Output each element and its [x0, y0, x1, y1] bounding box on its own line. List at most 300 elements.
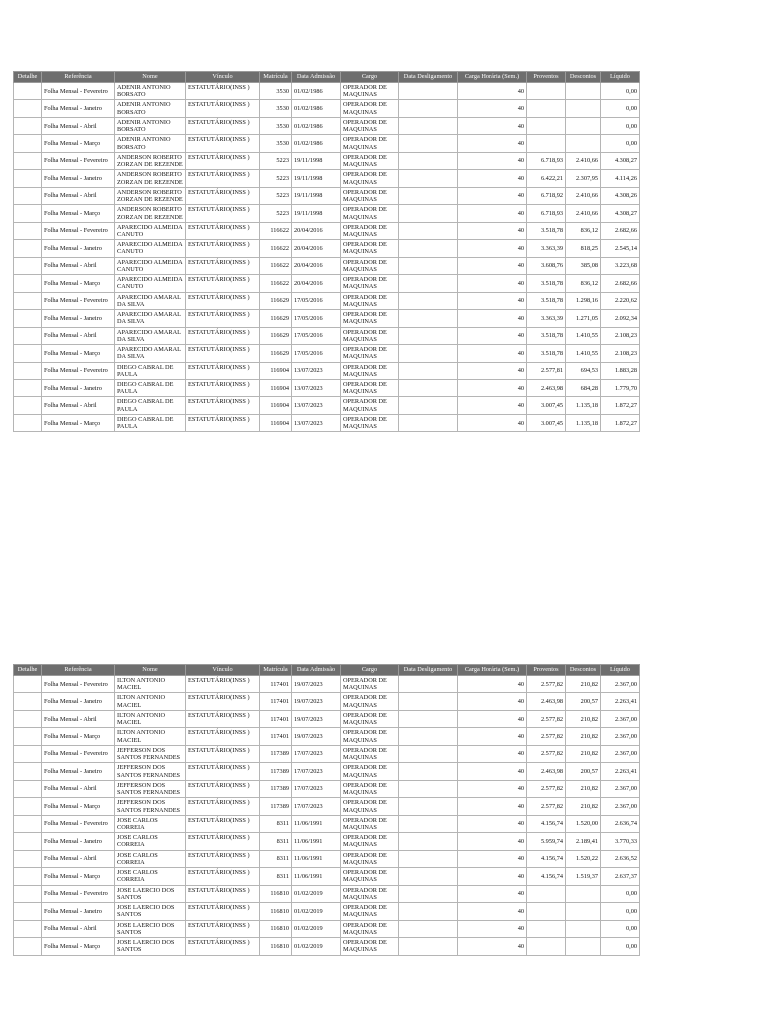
cell-matricula: 116629 — [260, 327, 292, 344]
cell-desligamento — [399, 135, 458, 152]
cell-detalhe — [14, 117, 42, 134]
column-header-descontos: Descontos — [566, 665, 601, 676]
cell-proventos: 2.577,82 — [527, 676, 566, 693]
cell-admissao: 17/05/2016 — [292, 327, 341, 344]
cell-cargo: OPERADOR DE MAQUINAS — [341, 327, 399, 344]
cell-matricula: 116629 — [260, 310, 292, 327]
cell-nome: ANDERSON ROBERTO ZORZAN DE REZENDE — [115, 187, 186, 204]
cell-ref: Folha Mensal - Fevereiro — [42, 815, 115, 832]
cell-cargo: OPERADOR DE MAQUINAS — [341, 885, 399, 902]
cell-desligamento — [399, 275, 458, 292]
payroll-table-1 — [13, 71, 640, 432]
cell-nome: APARECIDO AMARAL DA SILVA — [115, 345, 186, 362]
cell-carga: 40 — [458, 780, 527, 797]
cell-carga: 40 — [458, 833, 527, 850]
cell-cargo: OPERADOR DE MAQUINAS — [341, 345, 399, 362]
column-header-cargo: Cargo — [341, 72, 399, 83]
cell-cargo: OPERADOR DE MAQUINAS — [341, 117, 399, 134]
cell-desligamento — [399, 327, 458, 344]
cell-admissao: 01/02/1986 — [292, 100, 341, 117]
cell-cargo: OPERADOR DE MAQUINAS — [341, 135, 399, 152]
cell-proventos — [527, 903, 566, 920]
cell-liquido: 0,00 — [601, 903, 640, 920]
cell-detalhe — [14, 815, 42, 832]
cell-matricula: 5223 — [260, 152, 292, 169]
cell-ref: Folha Mensal - Fevereiro — [42, 745, 115, 762]
cell-vinculo: ESTATUTÁRIO(INSS ) — [186, 187, 260, 204]
cell-descontos: 836,12 — [566, 222, 601, 239]
cell-detalhe — [14, 728, 42, 745]
table-row — [14, 117, 640, 134]
cell-descontos — [566, 135, 601, 152]
cell-proventos: 6.422,21 — [527, 170, 566, 187]
cell-cargo: OPERADOR DE MAQUINAS — [341, 710, 399, 727]
cell-liquido: 2.367,00 — [601, 780, 640, 797]
cell-nome: APARECIDO ALMEIDA CANUTO — [115, 275, 186, 292]
cell-proventos: 3.518,78 — [527, 327, 566, 344]
cell-matricula: 116629 — [260, 292, 292, 309]
cell-admissao: 13/07/2023 — [292, 397, 341, 414]
cell-liquido: 0,00 — [601, 83, 640, 100]
cell-matricula: 117389 — [260, 763, 292, 780]
cell-desligamento — [399, 745, 458, 762]
cell-detalhe — [14, 885, 42, 902]
cell-carga: 40 — [458, 83, 527, 100]
cell-admissao: 11/06/1991 — [292, 833, 341, 850]
cell-matricula: 117389 — [260, 745, 292, 762]
table-row — [14, 710, 640, 727]
cell-matricula: 116904 — [260, 362, 292, 379]
cell-ref: Folha Mensal - Março — [42, 414, 115, 431]
cell-nome: JOSE CARLOS CORREIA — [115, 815, 186, 832]
cell-descontos — [566, 885, 601, 902]
cell-matricula: 117401 — [260, 693, 292, 710]
cell-admissao: 01/02/2019 — [292, 938, 341, 955]
cell-descontos: 1.520,22 — [566, 850, 601, 867]
cell-admissao: 19/11/1998 — [292, 187, 341, 204]
cell-carga: 40 — [458, 868, 527, 885]
table-row — [14, 345, 640, 362]
cell-carga: 40 — [458, 205, 527, 222]
column-header-nome: Nome — [115, 72, 186, 83]
cell-nome: APARECIDO AMARAL DA SILVA — [115, 310, 186, 327]
cell-cargo: OPERADOR DE MAQUINAS — [341, 938, 399, 955]
table-row — [14, 798, 640, 815]
cell-vinculo: ESTATUTÁRIO(INSS ) — [186, 815, 260, 832]
table-row — [14, 362, 640, 379]
cell-matricula: 5223 — [260, 170, 292, 187]
cell-carga: 40 — [458, 117, 527, 134]
table-row — [14, 745, 640, 762]
cell-cargo: OPERADOR DE MAQUINAS — [341, 205, 399, 222]
cell-carga: 40 — [458, 135, 527, 152]
cell-carga: 40 — [458, 100, 527, 117]
cell-admissao: 17/05/2016 — [292, 310, 341, 327]
cell-desligamento — [399, 833, 458, 850]
cell-descontos — [566, 903, 601, 920]
cell-desligamento — [399, 83, 458, 100]
cell-proventos — [527, 885, 566, 902]
cell-vinculo: ESTATUTÁRIO(INSS ) — [186, 222, 260, 239]
cell-liquido: 4.308,27 — [601, 152, 640, 169]
cell-carga: 40 — [458, 710, 527, 727]
cell-admissao: 17/05/2016 — [292, 292, 341, 309]
cell-descontos: 200,57 — [566, 763, 601, 780]
table-row — [14, 833, 640, 850]
payroll-table-2 — [13, 664, 640, 956]
cell-detalhe — [14, 205, 42, 222]
cell-matricula: 8311 — [260, 868, 292, 885]
cell-matricula: 116810 — [260, 920, 292, 937]
cell-detalhe — [14, 240, 42, 257]
column-header-carga: Carga Horária (Sem.) — [458, 72, 527, 83]
cell-desligamento — [399, 903, 458, 920]
cell-descontos: 210,82 — [566, 728, 601, 745]
table-row — [14, 379, 640, 396]
cell-carga: 40 — [458, 327, 527, 344]
column-header-proventos: Proventos — [527, 665, 566, 676]
cell-admissao: 19/11/1998 — [292, 152, 341, 169]
cell-admissao: 01/02/1986 — [292, 117, 341, 134]
table-row — [14, 275, 640, 292]
cell-desligamento — [399, 345, 458, 362]
cell-nome: JOSE LAERCIO DOS SANTOS — [115, 938, 186, 955]
table-row — [14, 135, 640, 152]
cell-desligamento — [399, 362, 458, 379]
cell-desligamento — [399, 728, 458, 745]
cell-nome: JOSE LAERCIO DOS SANTOS — [115, 885, 186, 902]
cell-descontos: 1.135,18 — [566, 397, 601, 414]
cell-vinculo: ESTATUTÁRIO(INSS ) — [186, 780, 260, 797]
cell-carga: 40 — [458, 763, 527, 780]
cell-ref: Folha Mensal - Janeiro — [42, 170, 115, 187]
cell-desligamento — [399, 763, 458, 780]
cell-vinculo: ESTATUTÁRIO(INSS ) — [186, 257, 260, 274]
cell-nome: ANDERSON ROBERTO ZORZAN DE REZENDE — [115, 152, 186, 169]
cell-nome: DIEGO CABRAL DE PAULA — [115, 362, 186, 379]
cell-desligamento — [399, 240, 458, 257]
cell-vinculo: ESTATUTÁRIO(INSS ) — [186, 362, 260, 379]
cell-cargo: OPERADOR DE MAQUINAS — [341, 379, 399, 396]
cell-liquido: 2.367,00 — [601, 745, 640, 762]
cell-nome: APARECIDO AMARAL DA SILVA — [115, 327, 186, 344]
cell-vinculo: ESTATUTÁRIO(INSS ) — [186, 885, 260, 902]
cell-desligamento — [399, 205, 458, 222]
cell-proventos: 2.463,98 — [527, 379, 566, 396]
cell-descontos: 210,82 — [566, 710, 601, 727]
cell-proventos: 4.156,74 — [527, 815, 566, 832]
cell-matricula: 116622 — [260, 257, 292, 274]
table-row — [14, 815, 640, 832]
cell-nome: ILTON ANTONIO MACIEL — [115, 728, 186, 745]
cell-matricula: 116904 — [260, 397, 292, 414]
cell-carga: 40 — [458, 676, 527, 693]
cell-matricula: 8311 — [260, 833, 292, 850]
cell-ref: Folha Mensal - Fevereiro — [42, 152, 115, 169]
cell-admissao: 11/06/1991 — [292, 868, 341, 885]
cell-liquido: 2.263,41 — [601, 693, 640, 710]
cell-nome: JEFFERSON DOS SANTOS FERNANDES — [115, 798, 186, 815]
cell-carga: 40 — [458, 275, 527, 292]
table-body — [14, 83, 640, 432]
cell-ref: Folha Mensal - Janeiro — [42, 379, 115, 396]
cell-liquido: 2.636,74 — [601, 815, 640, 832]
cell-vinculo: ESTATUTÁRIO(INSS ) — [186, 240, 260, 257]
cell-matricula: 117401 — [260, 676, 292, 693]
cell-admissao: 13/07/2023 — [292, 379, 341, 396]
cell-detalhe — [14, 275, 42, 292]
cell-descontos: 836,12 — [566, 275, 601, 292]
cell-matricula: 8311 — [260, 815, 292, 832]
cell-vinculo: ESTATUTÁRIO(INSS ) — [186, 83, 260, 100]
cell-liquido: 0,00 — [601, 885, 640, 902]
cell-vinculo: ESTATUTÁRIO(INSS ) — [186, 117, 260, 134]
cell-detalhe — [14, 903, 42, 920]
cell-nome: JOSE CARLOS CORREIA — [115, 850, 186, 867]
cell-liquido: 2.637,37 — [601, 868, 640, 885]
cell-liquido: 0,00 — [601, 117, 640, 134]
cell-proventos: 6.718,93 — [527, 152, 566, 169]
cell-cargo: OPERADOR DE MAQUINAS — [341, 728, 399, 745]
cell-vinculo: ESTATUTÁRIO(INSS ) — [186, 205, 260, 222]
table-row — [14, 850, 640, 867]
cell-nome: ANDERSON ROBERTO ZORZAN DE REZENDE — [115, 205, 186, 222]
cell-carga: 40 — [458, 240, 527, 257]
cell-ref: Folha Mensal - Março — [42, 938, 115, 955]
cell-ref: Folha Mensal - Abril — [42, 920, 115, 937]
cell-ref: Folha Mensal - Janeiro — [42, 763, 115, 780]
cell-detalhe — [14, 693, 42, 710]
cell-ref: Folha Mensal - Março — [42, 868, 115, 885]
cell-nome: ANDERSON ROBERTO ZORZAN DE REZENDE — [115, 170, 186, 187]
cell-desligamento — [399, 292, 458, 309]
cell-desligamento — [399, 920, 458, 937]
cell-matricula: 5223 — [260, 187, 292, 204]
cell-matricula: 117389 — [260, 780, 292, 797]
cell-descontos: 1.410,55 — [566, 345, 601, 362]
cell-matricula: 3530 — [260, 100, 292, 117]
cell-cargo: OPERADOR DE MAQUINAS — [341, 310, 399, 327]
cell-detalhe — [14, 100, 42, 117]
cell-desligamento — [399, 780, 458, 797]
cell-admissao: 19/07/2023 — [292, 676, 341, 693]
cell-ref: Folha Mensal - Fevereiro — [42, 885, 115, 902]
table-row — [14, 885, 640, 902]
cell-descontos: 1.520,00 — [566, 815, 601, 832]
cell-vinculo: ESTATUTÁRIO(INSS ) — [186, 100, 260, 117]
cell-descontos — [566, 100, 601, 117]
cell-detalhe — [14, 170, 42, 187]
cell-nome: APARECIDO ALMEIDA CANUTO — [115, 257, 186, 274]
cell-liquido: 1.872,27 — [601, 397, 640, 414]
cell-carga: 40 — [458, 798, 527, 815]
column-header-proventos: Proventos — [527, 72, 566, 83]
cell-descontos: 2.410,66 — [566, 152, 601, 169]
cell-carga: 40 — [458, 920, 527, 937]
cell-proventos: 3.518,78 — [527, 292, 566, 309]
cell-proventos: 2.577,81 — [527, 362, 566, 379]
table-row — [14, 205, 640, 222]
cell-cargo: OPERADOR DE MAQUINAS — [341, 745, 399, 762]
cell-ref: Folha Mensal - Fevereiro — [42, 222, 115, 239]
cell-vinculo: ESTATUTÁRIO(INSS ) — [186, 868, 260, 885]
cell-admissao: 13/07/2023 — [292, 362, 341, 379]
cell-matricula: 3530 — [260, 135, 292, 152]
cell-carga: 40 — [458, 170, 527, 187]
table-row — [14, 920, 640, 937]
cell-liquido: 2.367,00 — [601, 798, 640, 815]
cell-vinculo: ESTATUTÁRIO(INSS ) — [186, 397, 260, 414]
cell-carga: 40 — [458, 903, 527, 920]
cell-descontos: 385,08 — [566, 257, 601, 274]
cell-cargo: OPERADOR DE MAQUINAS — [341, 222, 399, 239]
header-row — [14, 72, 640, 83]
cell-nome: ILTON ANTONIO MACIEL — [115, 676, 186, 693]
cell-desligamento — [399, 379, 458, 396]
cell-admissao: 20/04/2016 — [292, 257, 341, 274]
cell-proventos: 3.608,76 — [527, 257, 566, 274]
cell-matricula: 116810 — [260, 938, 292, 955]
cell-nome: JEFFERSON DOS SANTOS FERNANDES — [115, 763, 186, 780]
cell-detalhe — [14, 135, 42, 152]
cell-ref: Folha Mensal - Fevereiro — [42, 83, 115, 100]
cell-desligamento — [399, 257, 458, 274]
cell-ref: Folha Mensal - Janeiro — [42, 240, 115, 257]
cell-detalhe — [14, 187, 42, 204]
cell-proventos — [527, 920, 566, 937]
table-row — [14, 83, 640, 100]
cell-carga: 40 — [458, 362, 527, 379]
cell-matricula: 117401 — [260, 710, 292, 727]
cell-cargo: OPERADOR DE MAQUINAS — [341, 815, 399, 832]
table-row — [14, 868, 640, 885]
cell-nome: APARECIDO AMARAL DA SILVA — [115, 292, 186, 309]
cell-cargo: OPERADOR DE MAQUINAS — [341, 903, 399, 920]
cell-liquido: 2.682,66 — [601, 275, 640, 292]
cell-detalhe — [14, 780, 42, 797]
cell-ref: Folha Mensal - Março — [42, 345, 115, 362]
cell-detalhe — [14, 763, 42, 780]
cell-liquido: 2.367,00 — [601, 676, 640, 693]
cell-nome: ADENIR ANTONIO BORSATO — [115, 117, 186, 134]
cell-liquido: 2.108,23 — [601, 327, 640, 344]
cell-detalhe — [14, 833, 42, 850]
column-header-desligamento: Data Desligamento — [399, 665, 458, 676]
cell-desligamento — [399, 152, 458, 169]
cell-matricula: 116904 — [260, 379, 292, 396]
cell-descontos — [566, 117, 601, 134]
column-header-liquido: Líquido — [601, 665, 640, 676]
cell-admissao: 11/06/1991 — [292, 815, 341, 832]
cell-proventos — [527, 100, 566, 117]
cell-vinculo: ESTATUTÁRIO(INSS ) — [186, 903, 260, 920]
cell-proventos: 3.518,78 — [527, 345, 566, 362]
cell-matricula: 117389 — [260, 798, 292, 815]
cell-vinculo: ESTATUTÁRIO(INSS ) — [186, 728, 260, 745]
cell-proventos: 2.463,98 — [527, 693, 566, 710]
cell-descontos: 1.410,55 — [566, 327, 601, 344]
cell-nome: ADENIR ANTONIO BORSATO — [115, 100, 186, 117]
cell-ref: Folha Mensal - Abril — [42, 187, 115, 204]
cell-admissao: 17/07/2023 — [292, 798, 341, 815]
cell-admissao: 17/07/2023 — [292, 745, 341, 762]
cell-detalhe — [14, 397, 42, 414]
cell-proventos — [527, 938, 566, 955]
cell-cargo: OPERADOR DE MAQUINAS — [341, 763, 399, 780]
cell-carga: 40 — [458, 938, 527, 955]
cell-vinculo: ESTATUTÁRIO(INSS ) — [186, 850, 260, 867]
cell-liquido: 4.308,26 — [601, 187, 640, 204]
cell-cargo: OPERADOR DE MAQUINAS — [341, 187, 399, 204]
table-row — [14, 170, 640, 187]
cell-descontos: 200,57 — [566, 693, 601, 710]
cell-detalhe — [14, 920, 42, 937]
cell-ref: Folha Mensal - Janeiro — [42, 310, 115, 327]
cell-liquido: 2.682,66 — [601, 222, 640, 239]
cell-cargo: OPERADOR DE MAQUINAS — [341, 275, 399, 292]
column-header-carga: Carga Horária (Sem.) — [458, 665, 527, 676]
cell-ref: Folha Mensal - Fevereiro — [42, 362, 115, 379]
cell-descontos: 1.519,37 — [566, 868, 601, 885]
cell-admissao: 19/11/1998 — [292, 205, 341, 222]
cell-desligamento — [399, 798, 458, 815]
table-row — [14, 397, 640, 414]
cell-desligamento — [399, 938, 458, 955]
cell-liquido: 2.092,34 — [601, 310, 640, 327]
table-row — [14, 292, 640, 309]
cell-liquido: 2.545,14 — [601, 240, 640, 257]
table-row — [14, 240, 640, 257]
cell-proventos: 3.363,39 — [527, 310, 566, 327]
cell-liquido: 3.223,68 — [601, 257, 640, 274]
cell-vinculo: ESTATUTÁRIO(INSS ) — [186, 379, 260, 396]
cell-cargo: OPERADOR DE MAQUINAS — [341, 868, 399, 885]
table-row — [14, 693, 640, 710]
cell-nome: DIEGO CABRAL DE PAULA — [115, 379, 186, 396]
header-row — [14, 665, 640, 676]
cell-desligamento — [399, 117, 458, 134]
cell-ref: Folha Mensal - Janeiro — [42, 833, 115, 850]
column-header-cargo: Cargo — [341, 665, 399, 676]
cell-desligamento — [399, 397, 458, 414]
cell-descontos: 694,53 — [566, 362, 601, 379]
column-header-admissao: Data Admissão — [292, 665, 341, 676]
cell-detalhe — [14, 292, 42, 309]
cell-detalhe — [14, 379, 42, 396]
cell-admissao: 19/07/2023 — [292, 710, 341, 727]
cell-cargo: OPERADOR DE MAQUINAS — [341, 257, 399, 274]
cell-proventos: 4.156,74 — [527, 850, 566, 867]
cell-ref: Folha Mensal - Fevereiro — [42, 292, 115, 309]
cell-detalhe — [14, 414, 42, 431]
cell-proventos: 2.577,82 — [527, 728, 566, 745]
cell-nome: ADENIR ANTONIO BORSATO — [115, 135, 186, 152]
cell-nome: ILTON ANTONIO MACIEL — [115, 693, 186, 710]
table-row — [14, 938, 640, 955]
cell-ref: Folha Mensal - Março — [42, 798, 115, 815]
cell-ref: Folha Mensal - Abril — [42, 327, 115, 344]
cell-detalhe — [14, 327, 42, 344]
cell-liquido: 1.779,70 — [601, 379, 640, 396]
cell-vinculo: ESTATUTÁRIO(INSS ) — [186, 345, 260, 362]
cell-admissao: 01/02/1986 — [292, 135, 341, 152]
cell-vinculo: ESTATUTÁRIO(INSS ) — [186, 170, 260, 187]
cell-cargo: OPERADOR DE MAQUINAS — [341, 833, 399, 850]
cell-detalhe — [14, 257, 42, 274]
cell-carga: 40 — [458, 292, 527, 309]
cell-detalhe — [14, 345, 42, 362]
column-header-ref: Referência — [42, 72, 115, 83]
